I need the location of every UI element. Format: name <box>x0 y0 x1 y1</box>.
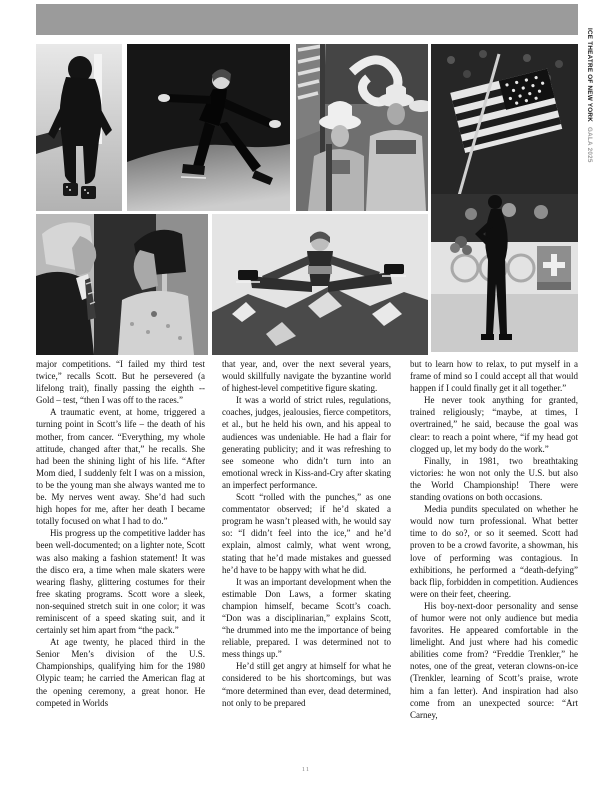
photo-young-skater-arabesque <box>127 44 290 211</box>
paragraph: His boy-next-door personality and sense of humor were not only audience but media favorites. He appeared comfortable in the limelight. And just where had his comedic abilities come from? “Freddie Trenkler,” he notes, one of the great, veteran clowns-on-ice (Trenkler, learning of Scott’s praise, wrote him a fan letter). And inspiration had also come from an unexpected source: “Art Carney, <box>410 600 578 720</box>
paragraph: He never took anything for granted, trained religiously; “maybe, at times, I overtrained,” he said, because the goal was clear: to reach a point where, “if my head got clogged up, let my body do the work.” <box>410 395 578 454</box>
paragraph: He’d still get angry at himself for what he considered to be his shortcomings, but was “more determined than ever, dead determined, not only to be prepared <box>222 661 391 708</box>
paragraph: major competitions. “I failed my third test twice,” recalls Scott. But he persevered (a lifelong trait), finally passing the eighth -- Gold – test, “then I was off to the races.” <box>36 359 205 406</box>
photo-flag-bearer-olympic-rink <box>431 44 578 352</box>
margin-label <box>586 28 593 368</box>
paragraph: but to learn how to relax, to put myself in a frame of mind so I could accept all that would happen if I could finally get it all together.” <box>410 359 578 394</box>
article-column-1 <box>36 358 205 764</box>
photo-split-jump-over-mountains <box>212 214 428 355</box>
page-number: 11 <box>301 766 311 773</box>
paragraph: that year, and, over the next several years, would skillfully navigate the byzantine world of highest-level competitive figure skating. <box>222 359 391 394</box>
paragraph: Finally, in 1981, two breathtaking victories: he won not only the U.S. but also the World Championship! There were standing ovations on both occasions. <box>410 455 578 503</box>
paragraph: His progress up the competitive ladder has been well-documented; on a lighter note, Scott was also making a fashion statement! It was the disco era, a time when male skaters were wearing flashy, glittering costumes for their free skating programs. Scott wore a sleek, non-sequined stretch suit in one color; it was reminiscent of a speed skating suit, and it certainly set him apart from “the pack.” <box>36 528 205 636</box>
header-bar <box>36 4 578 35</box>
paragraph: At age twenty, he placed third in the Senior Men’s division of the U.S. Championships, qualifying him for the 1980 Olypic team; he carried the American flag at the opening ceremony, a great honor. He competed in Worlds <box>36 637 205 708</box>
paragraph: It was an important development when the estimable Don Laws, a former skating champion himself, became Scott’s coach. “Don was a disciplinarian,” explains Scott, “he drummed into me the importance of being reliable, prepared. I was determined not to mess things up.” <box>222 576 391 660</box>
photo-toddler-on-skates <box>36 44 122 211</box>
paragraph: It was a world of strict rules, regulations, coaches, judges, jealousies, fierce competitors, et al., but he held his own, and his appeal to audiences was undeniable. He had a flair for generating publicity; and it was refreshing to see someone who didn’t turn into an emotional wreck in Kiss-and-Cry after skating an imperfect performance. <box>222 395 391 490</box>
article-column-2 <box>222 358 391 764</box>
margin-label-gala: GALA 2025 <box>586 127 593 163</box>
photo-opening-ceremony-cowboy-hats <box>296 44 428 211</box>
paragraph: Scott “rolled with the punches,” as one commentator observed; if he’d skated a program he wasn’t pleased with, he would say so: “I didn’t feel into the ice,” and he’d explain, almost calmly, what went wrong, stating that he’d made mistakes and guessed he’d have to be happy with what he did. <box>222 492 391 575</box>
article-column-3 <box>410 358 578 764</box>
photo-coach-and-skater-conversation <box>36 214 208 355</box>
paragraph: Media pundits speculated on whether he would now turn professional. What better time to do so?, or so it seemed. Scott had proven to be a crowd favorite, a showman, his love of performing was contagious. In exhibitions, he performed a “death-defying” back flip, forbidden in competition. Audiences were on their feet, cheering. <box>410 504 578 599</box>
margin-label-title: ICE THEATRE OF NEW YORK <box>586 28 593 123</box>
paragraph: A traumatic event, at home, triggered a turning point in Scott’s life – the death of his mother, from cancer. “Everything, my whole attitude, changed after that,” he recalls. She had been the shining light of his life. “After Mom died, I suddenly felt I was on a mission, to be the young man she always wanted me to be. My nerves went away. She’d had such high hopes for me, after her death I became totally focused on what I had to do.” <box>36 407 205 527</box>
